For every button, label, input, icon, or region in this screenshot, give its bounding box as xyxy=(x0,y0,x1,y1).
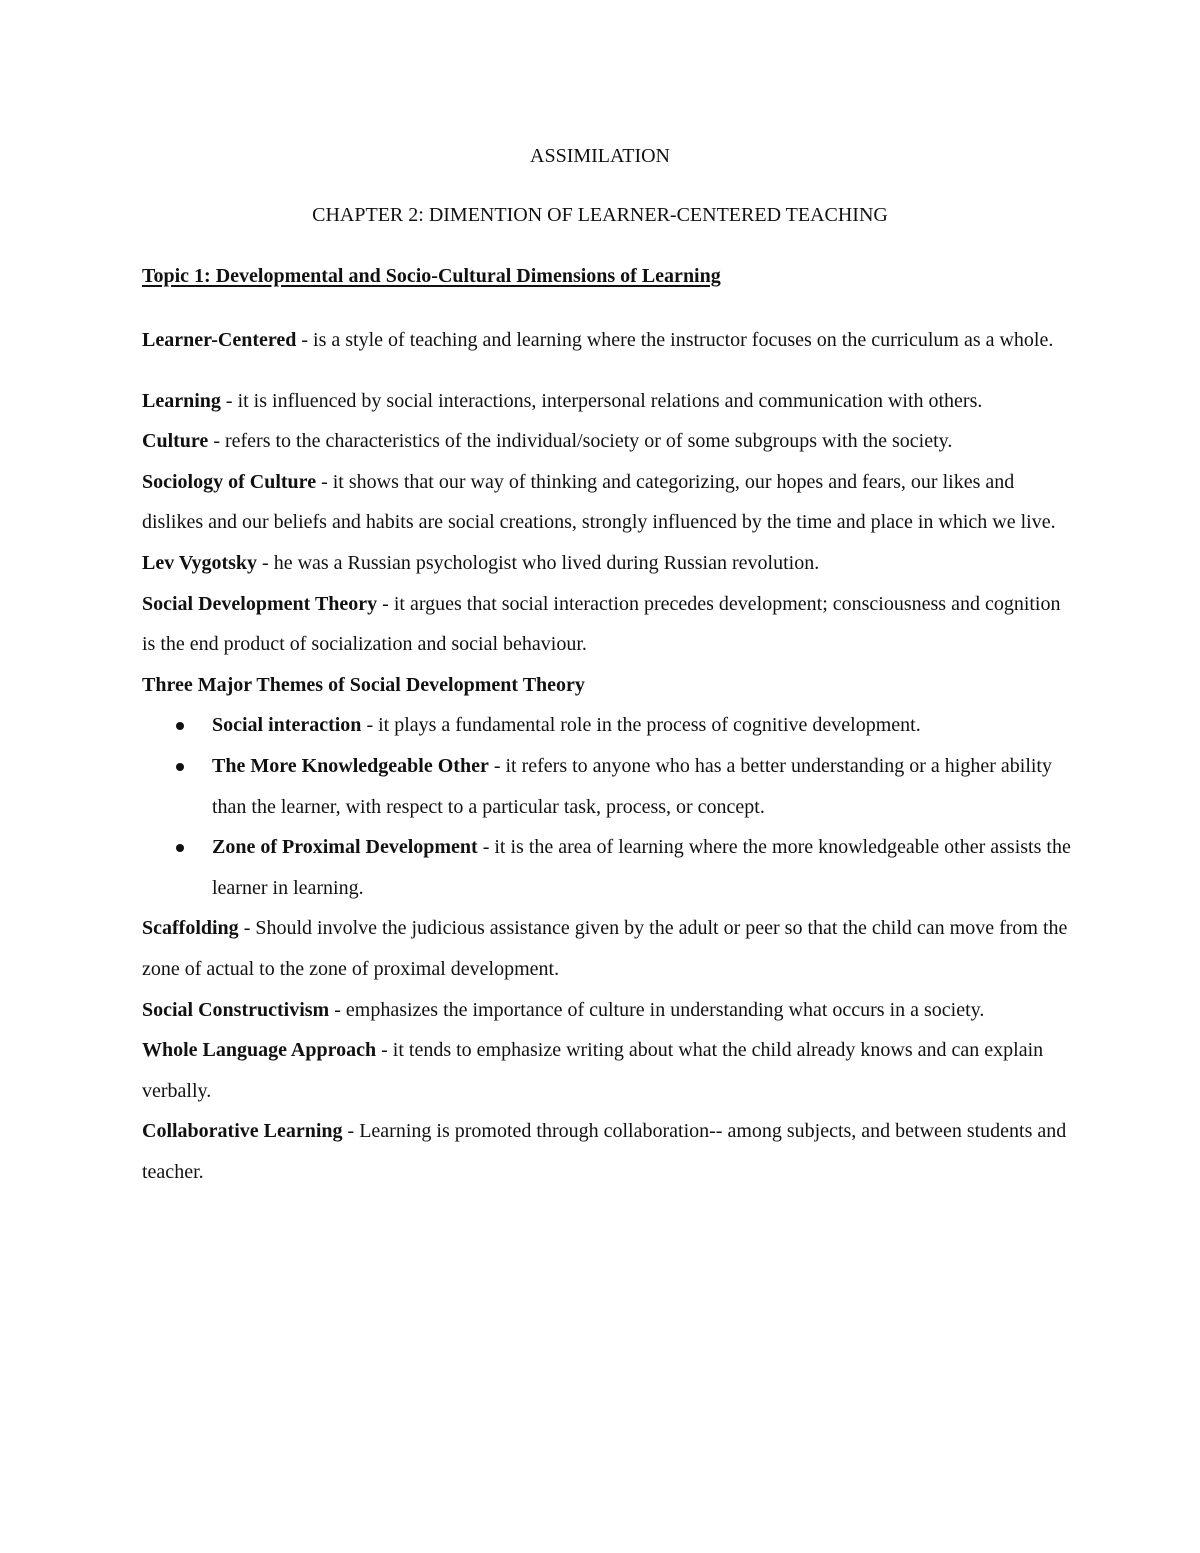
list-item xyxy=(212,746,1072,827)
definition-lev-vygotsky xyxy=(142,543,1072,584)
term: Sociology of Culture xyxy=(142,470,317,493)
definition-sociology-of-culture xyxy=(142,462,1072,543)
definition-text: - Learning is promoted through collaboration-- among subjects, and between students and teacher. xyxy=(142,1120,1067,1183)
term: Scaffolding xyxy=(142,917,239,940)
definition-text: - refers to the characteristics of the individual/society or of some subgroups with the society. xyxy=(208,430,953,453)
definition-text: - is a style of teaching and learning where the instructor focuses on the curriculum as a whole. xyxy=(296,329,1054,351)
themes-list xyxy=(142,705,1072,908)
definition-text: - Should involve the judicious assistance given by the adult or peer so that the child can move from the zone of actual to the zone of proximal development. xyxy=(142,917,1068,980)
definition-whole-language-approach xyxy=(142,1030,1072,1111)
definition-text: - emphasizes the importance of culture in understanding what occurs in a society. xyxy=(329,998,985,1021)
term: Culture xyxy=(142,430,209,453)
list-item xyxy=(212,827,1072,908)
themes-heading: Three Major Themes of Social Development Theory xyxy=(142,673,585,696)
term: Social interaction xyxy=(212,714,362,737)
term: Social Constructivism xyxy=(142,998,330,1021)
list-item xyxy=(212,705,1072,746)
bullet-icon xyxy=(176,722,184,730)
definition-culture xyxy=(142,421,1072,462)
term: The More Knowledgeable Other xyxy=(212,754,489,777)
term: Social Development Theory xyxy=(142,592,378,615)
term: Zone of Proximal Development xyxy=(212,836,478,859)
definition-text: - he was a Russian psychologist who lived during Russian revolution. xyxy=(257,551,820,574)
definition-text: - it is the area of learning where the more knowledgeable other assists the learner in learning. xyxy=(212,836,1071,899)
definition-learning xyxy=(142,381,1072,422)
definition-scaffolding xyxy=(142,908,1072,989)
definition-text: - it is influenced by social interactions, interpersonal relations and communication with others. xyxy=(220,389,983,412)
term: Lev Vygotsky xyxy=(142,551,258,574)
chapter-title: CHAPTER 2: DIMENTION OF LEARNER-CENTERED TEACHING xyxy=(312,204,888,226)
term: Learning xyxy=(142,389,221,412)
term: Collaborative Learning xyxy=(142,1120,343,1143)
definition-social-constructivism xyxy=(142,990,1072,1031)
topic-heading: Topic 1: Developmental and Socio-Cultural Dimensions of Learning xyxy=(142,265,721,287)
definition-social-development-theory xyxy=(142,584,1072,665)
definition-collaborative-learning xyxy=(142,1111,1072,1192)
bullet-icon xyxy=(176,844,184,852)
term: Learner-Centered xyxy=(142,329,297,351)
definition-text: - it tends to emphasize writing about what the child already knows and can explain verbally. xyxy=(142,1039,1044,1102)
bullet-icon xyxy=(176,763,184,771)
definition-learner-centered xyxy=(142,320,1072,361)
document-title: ASSIMILATION xyxy=(530,145,670,167)
definition-text: - it argues that social interaction precedes development; consciousness and cognition is the end product of socialization and social behaviour. xyxy=(142,592,1061,656)
document-body xyxy=(142,320,1072,1192)
term: Whole Language Approach xyxy=(142,1039,377,1062)
definition-text: - it refers to anyone who has a better understanding or a higher ability than the learner, with respect to a particular task, process, or concept. xyxy=(212,754,1052,818)
definition-text: - it plays a fundamental role in the process of cognitive development. xyxy=(361,714,921,737)
definition-text: - it shows that our way of thinking and categorizing, our hopes and fears, our likes and dislikes and our beliefs and habits are social creations, strongly influenced by the time and place in which we live. xyxy=(142,470,1056,534)
